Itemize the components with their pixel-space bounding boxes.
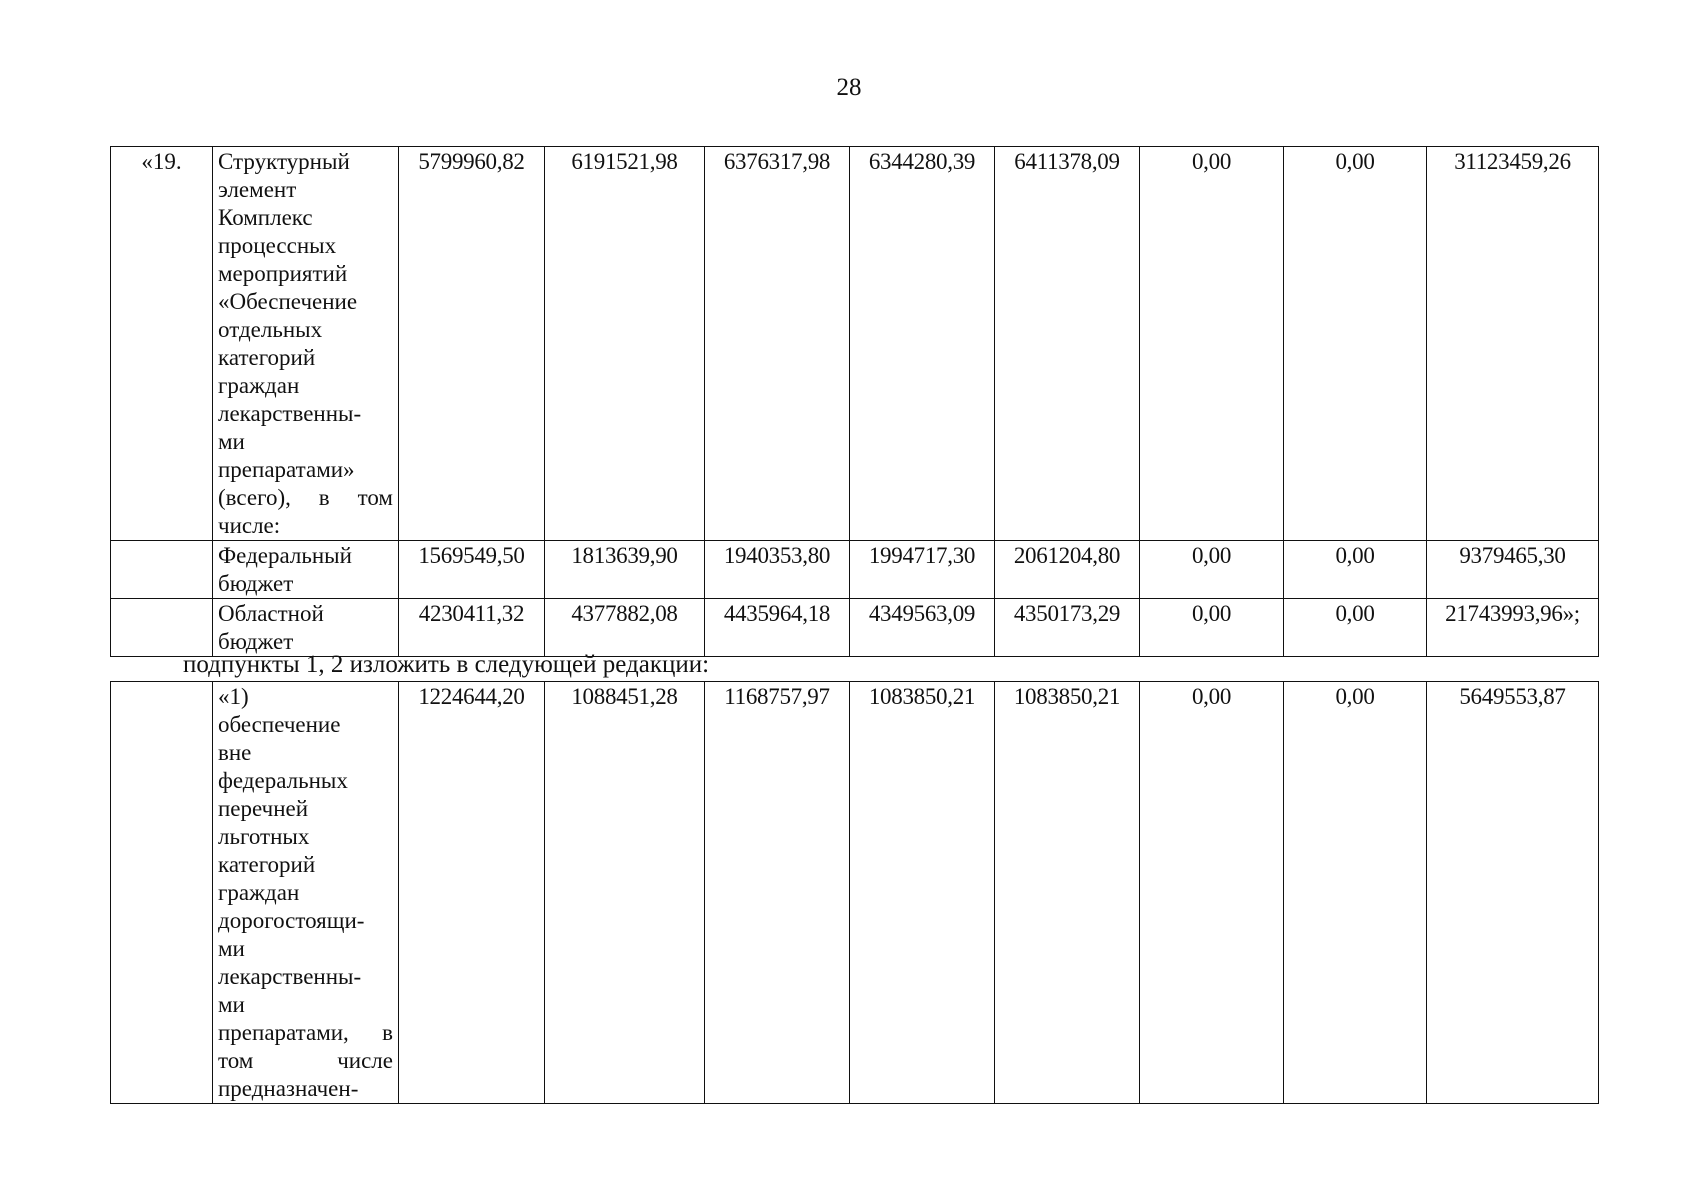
row-name-line: элемент (218, 177, 297, 202)
value-cell: 1940353,80 (705, 541, 850, 599)
value-cell: 1083850,21 (995, 682, 1140, 1104)
row-name-line: отдельных (218, 317, 323, 342)
row-name-word: препаратами, (218, 1020, 349, 1045)
row-name-line: ми (218, 936, 245, 961)
table-row-subitem-1 (111, 682, 1599, 1104)
value-cell: 4230411,32 (399, 599, 545, 657)
value-cell: 4435964,18 (705, 599, 850, 657)
row-name-word: том (218, 1048, 254, 1073)
row-name-cell (213, 147, 399, 541)
value-cell: 5799960,82 (399, 147, 545, 541)
table-row-federal-budget (111, 541, 1599, 599)
row-name-cell (213, 682, 399, 1104)
row-name-line (218, 484, 393, 512)
row-name-line: мероприятий (218, 261, 348, 286)
value-cell: 2061204,80 (995, 541, 1140, 599)
row-name-line: лекарственны- (218, 401, 362, 426)
row-name-line: вне (218, 740, 252, 765)
row-name-line: «Обеспечение (218, 289, 358, 314)
page-number: 28 (836, 74, 862, 101)
row-name-line: ми (218, 429, 245, 454)
value-cell: 6376317,98 (705, 147, 850, 541)
row-name-line (218, 1019, 393, 1047)
row-name-line: бюджет (218, 571, 294, 596)
table-row-item-19 (111, 147, 1599, 541)
row-name-line: процессных (218, 233, 337, 258)
row-name-line: лекарственны- (218, 964, 362, 989)
row-name-word: в (382, 1020, 393, 1045)
total-cell: 21743993,96»; (1427, 599, 1599, 657)
row-name-line: предназначен- (218, 1076, 359, 1101)
row-name-line: Комплекс (218, 205, 313, 230)
value-cell: 0,00 (1284, 147, 1427, 541)
row-name-word: том (357, 485, 393, 510)
row-name-line: числе: (218, 513, 281, 538)
value-cell: 1168757,97 (705, 682, 850, 1104)
row-name-word: числе (337, 1048, 393, 1073)
row-number-cell (111, 541, 213, 599)
table-row-regional-budget (111, 599, 1599, 657)
budget-table-subitems (110, 681, 1599, 1104)
value-cell: 1569549,50 (399, 541, 545, 599)
row-name-line: льготных (218, 824, 310, 849)
row-name-line: Федеральный (218, 543, 352, 568)
row-name-line: Структурный (218, 149, 350, 174)
value-cell: 6344280,39 (850, 147, 995, 541)
row-name-line: категорий (218, 852, 316, 877)
row-name-word: в (318, 485, 330, 510)
row-name-line: ми (218, 992, 245, 1017)
value-cell: 1813639,90 (545, 541, 705, 599)
row-name-cell (213, 599, 399, 657)
amendment-instruction-text: подпункты 1, 2 изложить в следующей редакции: (183, 651, 710, 678)
value-cell: 4377882,08 (545, 599, 705, 657)
row-name-line: категорий (218, 345, 316, 370)
value-cell: 0,00 (1284, 682, 1427, 1104)
row-name-line: перечней (218, 796, 309, 821)
value-cell: 4350173,29 (995, 599, 1140, 657)
row-name-line: федеральных (218, 768, 348, 793)
value-cell: 6191521,98 (545, 147, 705, 541)
row-number-cell (111, 599, 213, 657)
budget-table-structural-element (110, 146, 1599, 657)
value-cell: 0,00 (1140, 682, 1284, 1104)
value-cell: 1994717,30 (850, 541, 995, 599)
value-cell: 1083850,21 (850, 682, 995, 1104)
row-name-line: «1) (218, 684, 249, 709)
value-cell: 1224644,20 (399, 682, 545, 1104)
row-number-cell (111, 682, 213, 1104)
value-cell: 0,00 (1284, 541, 1427, 599)
total-cell: 5649553,87 (1427, 682, 1599, 1104)
row-number-cell: «19. (111, 147, 213, 541)
row-name-cell (213, 541, 399, 599)
value-cell: 4349563,09 (850, 599, 995, 657)
value-cell: 0,00 (1140, 541, 1284, 599)
value-cell: 1088451,28 (545, 682, 705, 1104)
value-cell: 0,00 (1284, 599, 1427, 657)
row-name-line: препаратами» (218, 457, 355, 482)
row-name-line: граждан (218, 373, 300, 398)
row-name-line: граждан (218, 880, 300, 905)
row-name-word: (всего), (218, 485, 291, 510)
value-cell: 0,00 (1140, 599, 1284, 657)
row-name-line: Областной (218, 601, 324, 626)
row-name-line (218, 1047, 393, 1075)
total-cell: 31123459,26 (1427, 147, 1599, 541)
row-name-line: дорогостоящи- (218, 908, 365, 933)
value-cell: 0,00 (1140, 147, 1284, 541)
total-cell: 9379465,30 (1427, 541, 1599, 599)
value-cell: 6411378,09 (995, 147, 1140, 541)
row-name-line: бюджет (218, 629, 294, 654)
row-name-line: обеспечение (218, 712, 341, 737)
